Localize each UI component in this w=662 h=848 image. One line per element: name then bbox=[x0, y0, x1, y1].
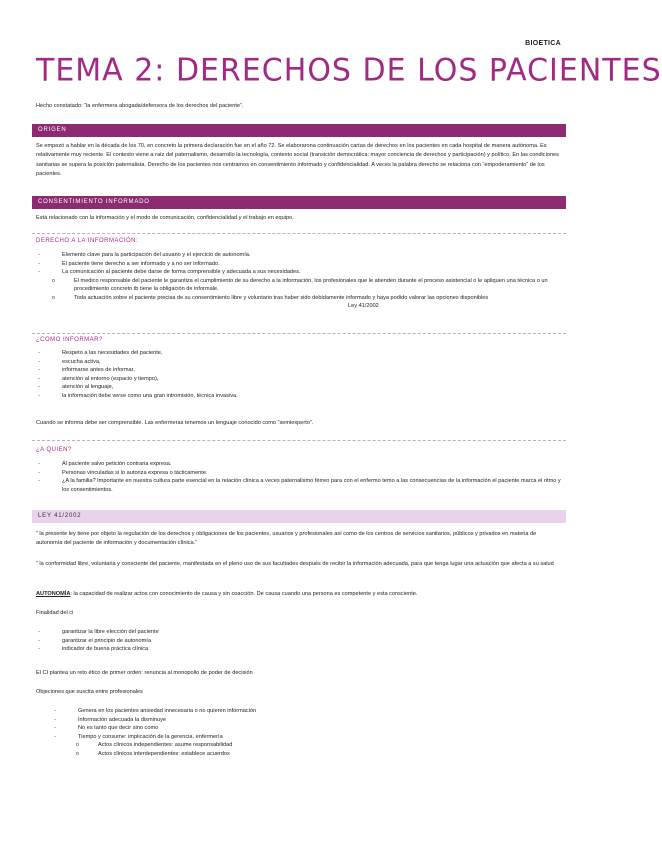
como-informar-note: Cuando se informa debe ser comprensible. Las enfermeras tenemos un lenguaje conocido como “semiexperto”. bbox=[36, 420, 314, 426]
list-item: - atención al entorno (espacio y tiempo), bbox=[36, 375, 563, 384]
list-item: - indicador de buena práctica clínica bbox=[36, 645, 563, 654]
divider bbox=[32, 233, 566, 234]
list-item: - El paciente tiene derecho a ser informado y a no ser informado. bbox=[36, 260, 563, 269]
list-item: - garantizar la libre elección del paciente bbox=[36, 628, 563, 637]
law-reference: Ley 41/2002 bbox=[348, 303, 379, 309]
sub-list-item bbox=[36, 294, 563, 309]
finalidad-heading: Finalidad del ci bbox=[36, 610, 74, 616]
list-item: - La comunicación al paciente debe darse de forma comprensible y adecuada a sus necesidades. bbox=[36, 268, 563, 277]
list-item: - Personas vinculadas si lo autoriza expresa o tácticamente. bbox=[36, 469, 563, 478]
derecho-info-heading: DERECHO A LA INFORMACIÓN: bbox=[36, 238, 139, 244]
section-consentimiento-text: Está relacionado con la información y el modo de comunicación, confidencialidad y el trabajo en equipo. bbox=[36, 215, 294, 221]
derecho-info-list bbox=[36, 251, 563, 309]
list-item: - Genera en los pacientes ansiedad innecesaria o no quieren información bbox=[52, 707, 552, 716]
list-item: - la información debe verse como una gran intromisión, técnica invasiva. bbox=[36, 392, 563, 401]
sub-list-item-text: Toda actuación sobre el paciente precisa de su consentimiento libre y voluntario tras haber sido debidamente informado y haya podido valorar las opciones disponibles bbox=[74, 294, 489, 301]
objeciones-list bbox=[52, 707, 552, 758]
section-origen-heading: ORIGEN bbox=[32, 124, 566, 137]
list-item: - ¿A la familia? Importante en nuestra cultura parte esencial en la relación clínica a veces paternalismo férreo para con el enfermo temo a las consecuencias de la información el paciente marca el ritmo y los consentimientos. bbox=[36, 477, 563, 494]
list-item: - Respeto a las necesidades del paciente, bbox=[36, 349, 563, 358]
sub-list-item: o Actos clínicos interdependientes: establece acuerdos bbox=[60, 750, 552, 759]
list-item: - Elemento clave para la participación del usuario y el ejercicio de autonomía. bbox=[36, 251, 563, 260]
objeciones-heading: Objeciones que suscita entre profesionales bbox=[36, 689, 143, 695]
divider bbox=[32, 333, 566, 334]
subject-label: BIOETICA bbox=[525, 40, 561, 47]
reto-text: El CI plantea un reto ético de primer orden: renuncia al monopolio de poder de decisión bbox=[36, 670, 253, 676]
page-title: TEMA 2: DERECHOS DE LOS PACIENTES bbox=[36, 52, 662, 89]
como-informar-list bbox=[36, 349, 563, 400]
list-item: - informarse antes de informar, bbox=[36, 366, 563, 375]
list-item: - escucha activa, bbox=[36, 358, 563, 367]
autonomia-definition bbox=[36, 590, 563, 599]
como-informar-heading: ¿COMO INFORMAR? bbox=[36, 337, 103, 343]
ley-quote-1: “ la presente ley tiene por objeto la regulación de los derechos y obligaciones de los pacientes, usuarios y profesionales así como de los centros de servicios sanitarios, públicos y privados en materia de autonomía del paciente de información y documentación clínica.” bbox=[36, 531, 537, 546]
list-item: - garantizar el principio de autonomía bbox=[36, 637, 563, 646]
intro-text: Hecho constatado: “la enfermera abogada/defensora de los derechos del paciente”. bbox=[36, 103, 244, 109]
section-consentimiento-heading: CONSENTIMIENTO INFORMADO bbox=[32, 196, 566, 209]
autonomia-label: AUTONOMÍA bbox=[36, 591, 71, 597]
section-ley-heading: LEY 41/2002 bbox=[32, 510, 566, 523]
list-item: - Tiempo y consume: implicación de la gerencia, enfermería bbox=[52, 733, 552, 742]
finalidad-list bbox=[36, 628, 563, 654]
a-quien-heading: ¿A QUIEN? bbox=[36, 447, 72, 453]
sub-list-item: o Actos clínicos independientes: asume responsabilidad bbox=[60, 741, 552, 750]
divider bbox=[32, 440, 566, 441]
autonomia-text: : la capacidad de realizar actos con conocimiento de causa y sin coacción. De causa cuando una persona es competente y esta consciente. bbox=[70, 591, 418, 597]
a-quien-list bbox=[36, 460, 563, 494]
sub-list-item: o El medico responsable del paciente le garantiza el cumplimiento de su derecho a la información, los profesionales que le atienden durante el proceso asistencial o le apliquen una técnica o un procedimiento concreto tb tiene la obligación de informale. bbox=[36, 277, 563, 294]
list-item: - No es tanto que decir sino como bbox=[52, 724, 552, 733]
section-origen-text: Se empezó a hablar en la década de los 70, en concreto la primera declaración fue en el año 72. Se elaborarona continuación cartas de derechos en los pacientes en cada hospital de manera autónoma. Es relativamente muy reciente. El contexto viene a raíz del paternalismo, desarrollo la tecnología, contexto social (transición democrática: mayor conciencia de derechos y participación) y político. En las condiciones sanitarias se supera la posición paternalista. Derecho de los pacientes nos centramos en consentimiento informado y confidencialidad. A veces la palabra derecho se relaciona con “empoderamiento” de los pacientes. bbox=[36, 143, 559, 177]
ley-quote-2: “ la conformidad libre, voluntaria y consciente del paciente, manifestada en el pleno uso de sus facultades después de recibir la información adecuada, para que tenga lugar una actuación que afecta a su salud bbox=[36, 561, 554, 567]
list-item: - Al paciente salvo petición contraria expresa. bbox=[36, 460, 563, 469]
list-item: - Información adecuada la disminuye bbox=[52, 716, 552, 725]
list-item: - atención al lenguaje, bbox=[36, 383, 563, 392]
